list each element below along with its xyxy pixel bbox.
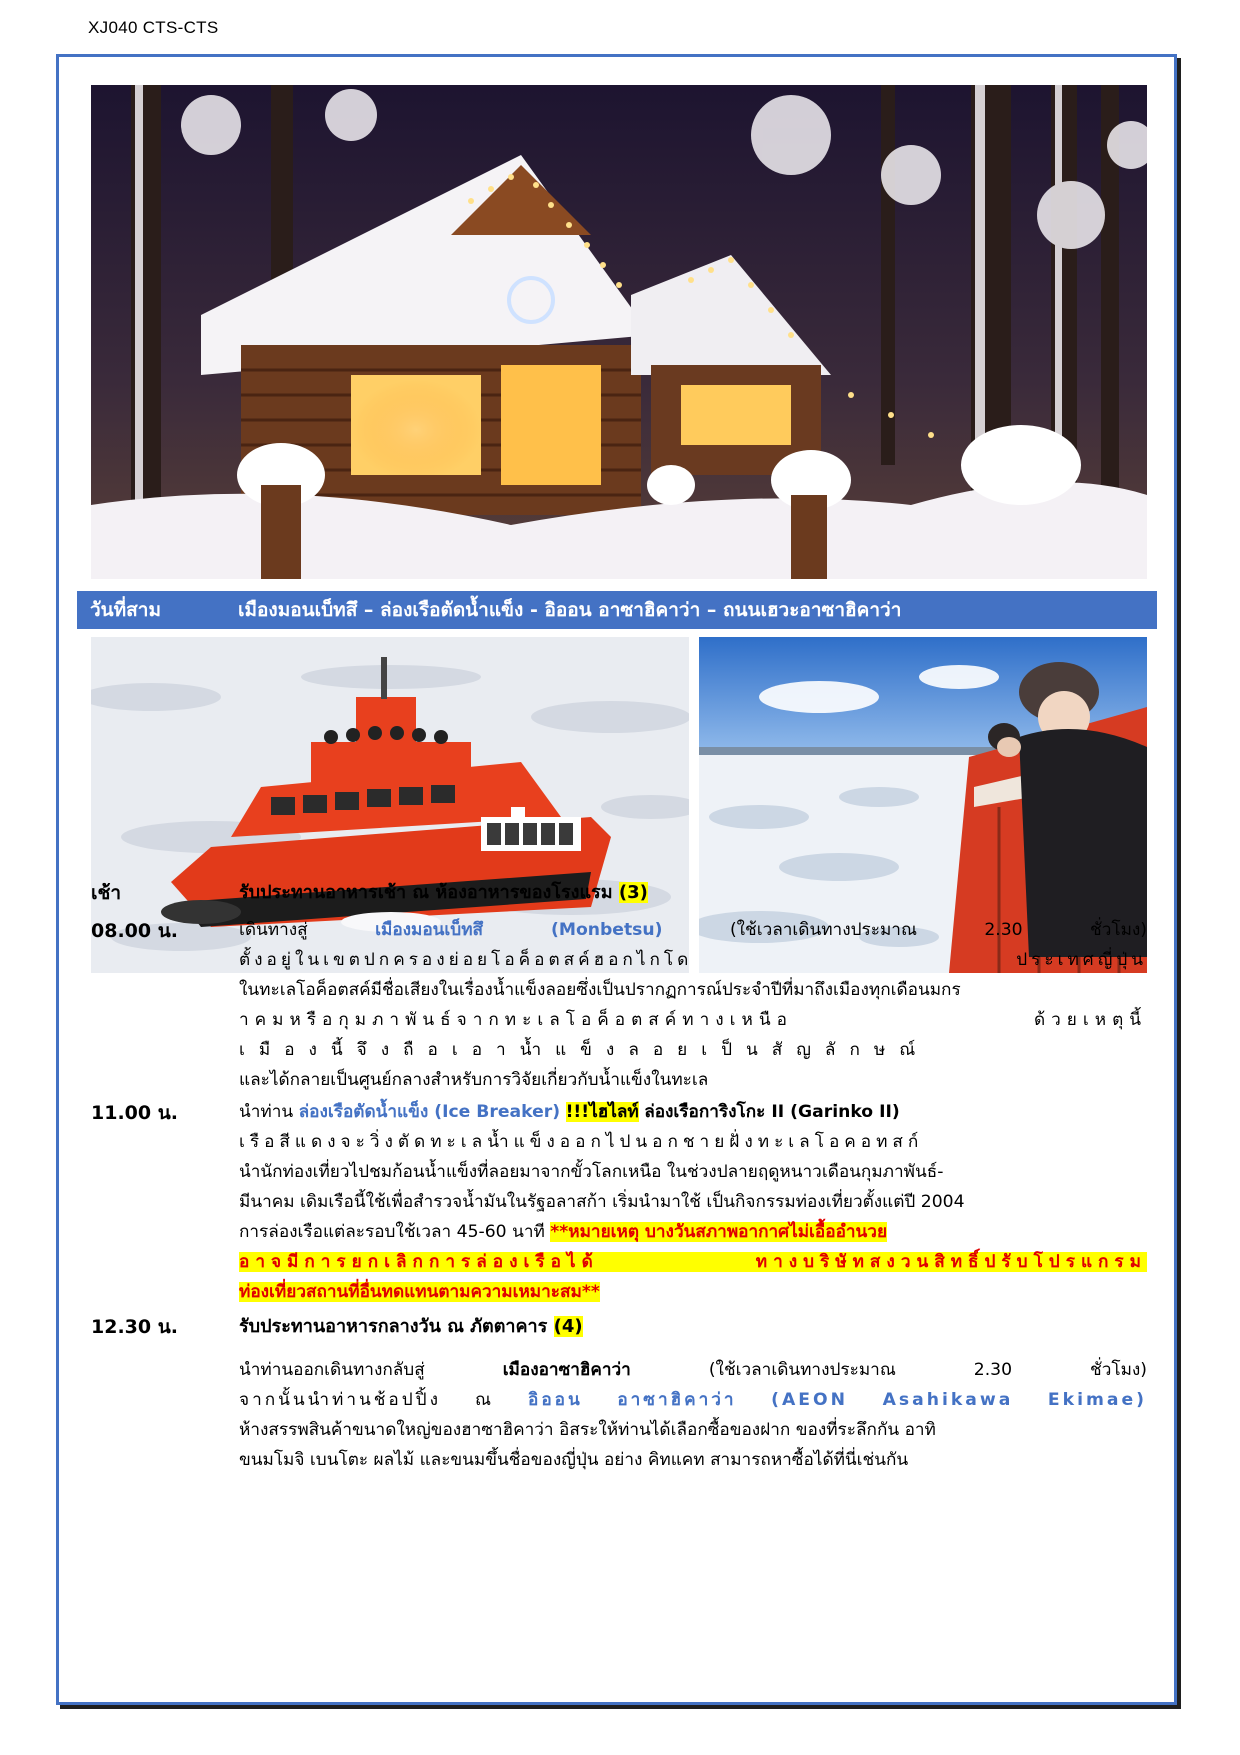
aeon-asahikawa-title: อิออน อาซาฮิคาว่า (AEON Asahikawa Ekimae)	[528, 1390, 1147, 1410]
text-line	[239, 1385, 1147, 1415]
text-line: ห้างสรรพสินค้าขนาดใหญ่ของฮาซาฮิคาว่า อิสระให้ท่านได้เลือกซื้อของฝาก ของที่ระลึกกัน อาทิ	[239, 1420, 936, 1440]
text-line: เมืองนี้จึงถือเอาน้ำแข็งลอยเป็นสัญลักษณ์	[239, 1040, 930, 1060]
breakfast-text	[239, 877, 1147, 909]
text-line: เรือสีแดงจะวิ่งตัดทะเลน้ำแข็งออกไปนอกชายฝั่งทะเลโอคอทสก์	[239, 1132, 924, 1152]
highlight-badge: !!!ไฮไลท์	[565, 1102, 639, 1122]
meal-number: (3)	[618, 882, 648, 903]
ice-breaker-title: ล่องเรือตัดน้ำแข็ง (Ice Breaker)	[298, 1102, 561, 1122]
day-label: วันที่สาม	[90, 599, 161, 621]
travel-duration: (ใช้เวลาเดินทางประมาณ 2.30 ชั่วโมง)	[729, 920, 1147, 940]
text-line: นำนักท่องเที่ยวไปชมก้อนน้ำแข็งที่ลอยมาจากขั้วโลกเหนือ ในช่วงปลายฤดูหนาวเดือนกุมภาพันธ์-	[239, 1162, 944, 1182]
travel-duration: (ใช้เวลาเดินทางประมาณ 2.30 ชั่วโมง)	[708, 1360, 1147, 1380]
document-code: XJ040 CTS-CTS	[88, 18, 219, 37]
text-plain: นำท่านออกเดินทางกลับสู่	[239, 1360, 425, 1380]
remark-warning: ท่องเที่ยวสถานที่อื่นทดแทนตามความเหมาะสม**	[239, 1282, 600, 1302]
text-plain: การล่องเรือแต่ละรอบใช้เวลา 45-60 นาที	[239, 1222, 545, 1242]
remark-warning: อาจมีการยกเลิกการล่องเรือได้ ทางบริษัทสงวนสิทธิ์ปรับโปรแกรม	[239, 1252, 1147, 1272]
schedule-text-1100	[239, 1097, 1147, 1307]
destination-monbetsu: เมืองมอนเบ็ทสึ (Monbetsu)	[375, 920, 663, 940]
schedule-text-afternoon	[239, 1355, 1147, 1475]
lunch-text	[239, 1311, 1147, 1343]
text-plain: เดินทางสู่	[239, 920, 308, 940]
hero-photo-snow-cabin	[91, 85, 1147, 579]
text-line: และได้กลายเป็นศูนย์กลางสำหรับการวิจัยเกี่ยวกับน้ำแข็งในทะเล	[239, 1070, 709, 1090]
page-frame	[56, 54, 1177, 1705]
time-label: เช้า	[91, 882, 122, 904]
remark-warning: **หมายเหตุ บางวันสภาพอากาศไม่เอื้ออำนวย	[550, 1222, 888, 1242]
text-line: ตั้งอยู่ในเขตปกครองย่อยโอค็อตสค์ฮอกไกโด ประเทศญี่ปุ่น	[239, 950, 1147, 970]
destination-asahikawa: เมืองอาซาฮิคาว่า	[502, 1360, 631, 1380]
text-line	[239, 915, 1147, 945]
garinko-title: ล่องเรือการิงโกะ II (Garinko II)	[644, 1102, 900, 1122]
schedule-text-0800	[239, 915, 1147, 1095]
text-line: ในทะเลโอค็อตสค์มีชื่อเสียงในเรื่องน้ำแข็งลอยซึ่งเป็นปรากฏการณ์ประจำปีที่มาถึงเมืองทุกเดือนมกร	[239, 980, 961, 1000]
text-line	[239, 1217, 1147, 1247]
time-label: 11.00 น.	[91, 1102, 178, 1124]
text-line	[239, 1355, 1147, 1385]
text-plain: นำท่าน	[239, 1102, 294, 1122]
meal-number: (4)	[553, 1316, 583, 1337]
time-label: 12.30 น.	[91, 1316, 178, 1338]
day-title: เมืองมอนเบ็ทสึ – ล่องเรือตัดน้ำแข็ง - อิออน อาซาฮิคาว่า – ถนนเฮวะอาซาฮิคาว่า	[238, 599, 902, 621]
text-line: ขนมโมจิ เบนโตะ ผลไม้ และขนมขึ้นชื่อของญี่ปุ่น อย่าง คิทแคท สามารถหาซื้อได้ที่นี่เช่นกัน	[239, 1450, 909, 1470]
meal-text: รับประทานอาหารกลางวัน ณ ภัตตาคาร	[239, 1316, 548, 1337]
time-label: 08.00 น.	[91, 920, 178, 942]
text-line	[239, 1277, 1147, 1307]
text-line	[239, 1097, 1147, 1127]
text-line	[239, 1247, 1147, 1277]
text-line: าคมหรือกุมภาพันธ์จากทะเลโอค็อตสค์ทางเหนือ ด้วยเหตุนี้	[239, 1010, 1147, 1030]
text-plain: จากนั้นนำท่านช้อปปิ้ง ณ	[239, 1390, 494, 1410]
meal-text: รับประทานอาหารเช้า ณ ห้องอาหารของโรงแรม	[239, 882, 613, 903]
text-line: มีนาคม เดิมเรือนี้ใช้เพื่อสำรวจน้ำมันในรัฐอลาสก้า เริ่มนำมาใช้ เป็นกิจกรรมท่องเที่ยวตั้งแต่ปี 2004	[239, 1192, 965, 1212]
day-header-bar	[77, 591, 1157, 629]
